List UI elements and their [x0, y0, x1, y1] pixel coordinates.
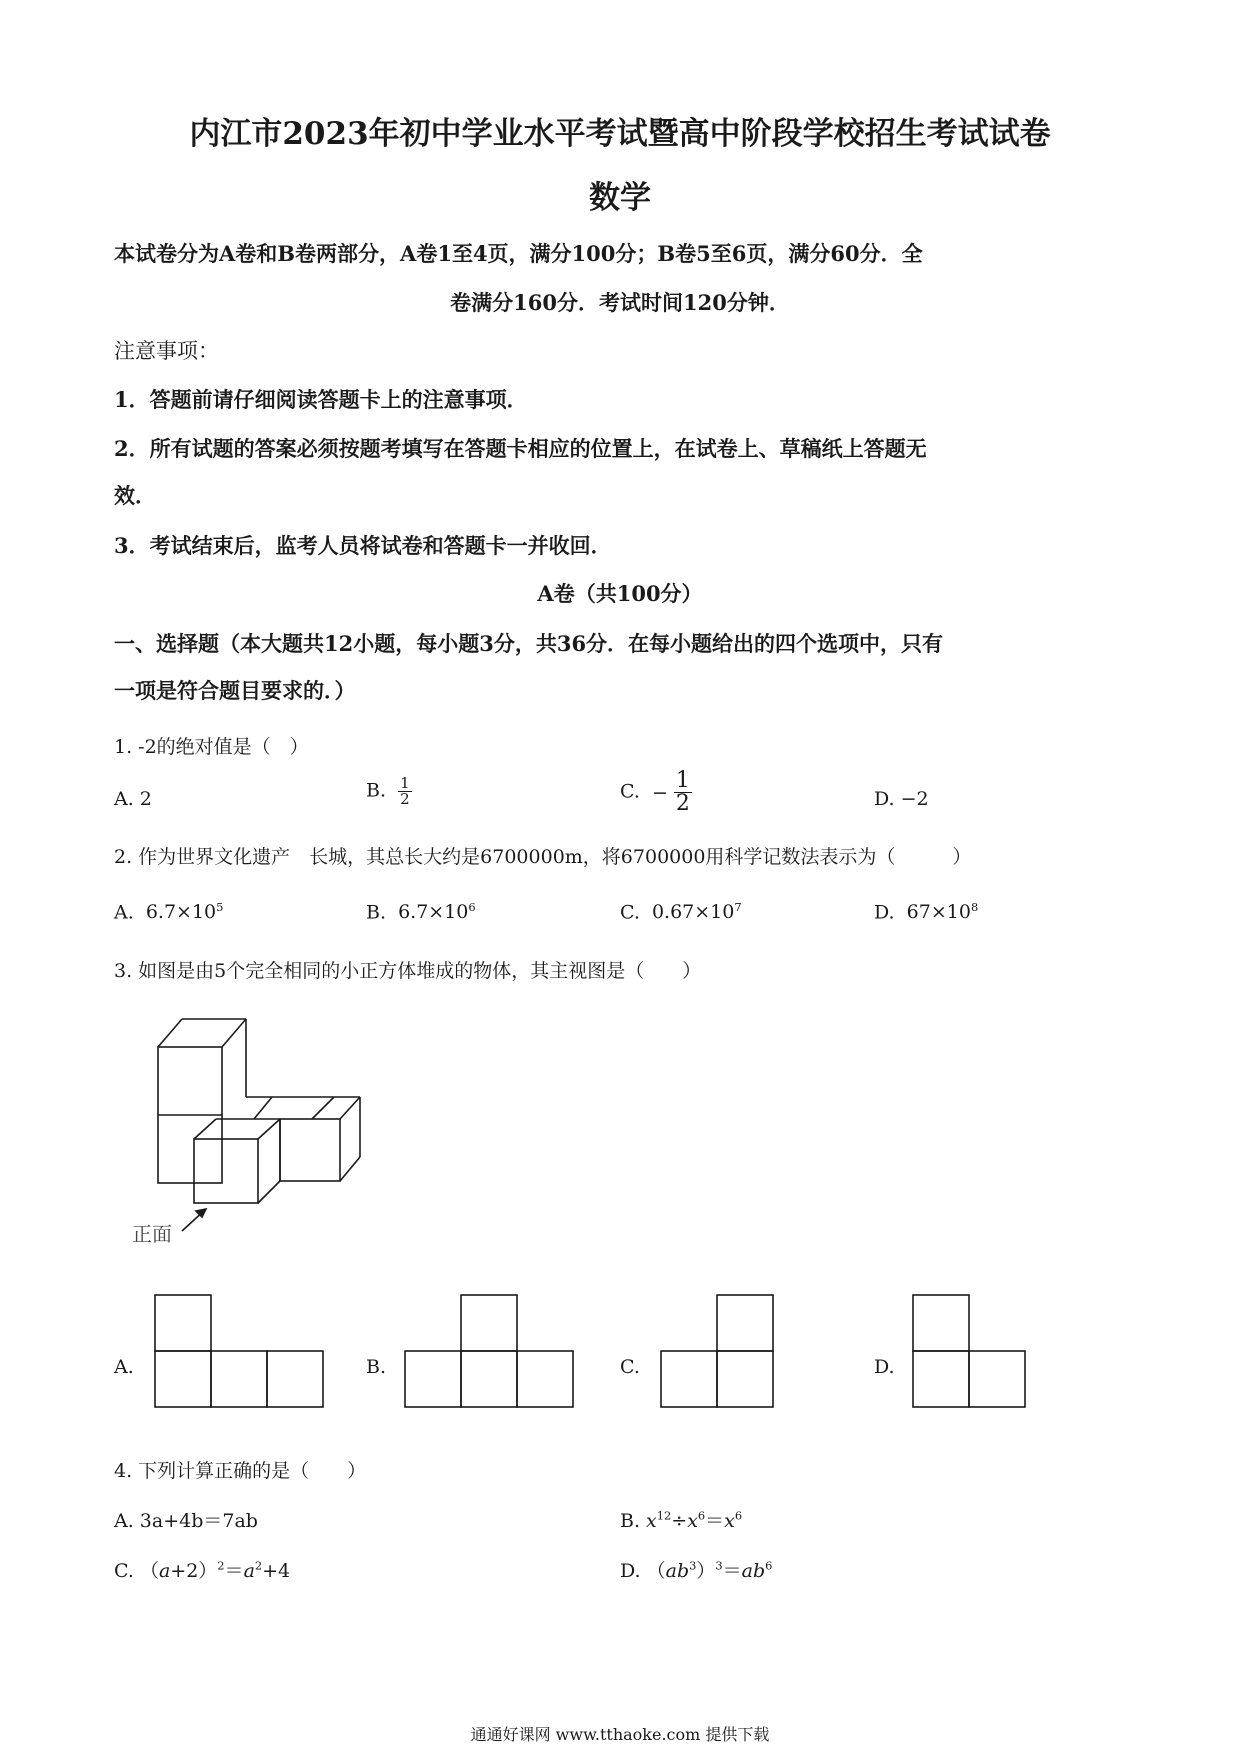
math-exponent: 6: [734, 1508, 743, 1523]
q2-option-c-label: C.: [620, 901, 640, 924]
q4-option-a: A. 3a+4b＝7ab: [114, 1510, 258, 1532]
math-text: ）: [696, 1560, 716, 1582]
math-var: x: [724, 1510, 735, 1532]
notice-heading: 注意事项：: [114, 339, 219, 363]
q2-option-b: [366, 900, 476, 923]
section-a-heading: A卷（共100分）: [537, 581, 703, 606]
q3-option-b-label: B.: [366, 1356, 387, 1378]
math-operator: ＝: [224, 1560, 244, 1582]
math-text: +4: [262, 1560, 291, 1582]
q4-option-d: [620, 1556, 772, 1583]
q1-option-c-fraction: [674, 770, 692, 815]
q2-option-a-label: A.: [114, 901, 134, 924]
q2-option-d-label: D.: [874, 901, 895, 924]
notice-item-2-cont: 效．: [114, 483, 156, 508]
q3-option-d-label: D.: [874, 1356, 895, 1378]
math-operator: ＝: [722, 1560, 742, 1582]
q1-stem: 1. -2的绝对值是（ ）: [114, 736, 309, 758]
math-exponent: 6: [697, 1508, 706, 1523]
q2-option-b-label: B.: [366, 901, 387, 924]
notice-item-1: 1．答题前请仔细阅读答题卡上的注意事项．: [114, 387, 528, 412]
q4-option-b: [620, 1506, 742, 1533]
q3-option-d-figure: [912, 1294, 1028, 1410]
q2-option-c-base: 0.67×10: [651, 901, 735, 924]
q2-option-a-base: 6.7×10: [145, 901, 217, 924]
math-var: x: [646, 1510, 657, 1532]
q3-option-c-figure: [660, 1294, 776, 1410]
math-text: +2）: [170, 1560, 218, 1582]
q2-stem: 2. 作为世界文化遗产 长城，其总长大约是6700000m，将6700000用科学记数法表示为（ ）: [114, 846, 972, 868]
q3-front-label: 正面: [132, 1222, 172, 1246]
exam-subject: 数学: [589, 180, 651, 216]
q3-stem: 3. 如图是由5个完全相同的小正方体堆成的物体，其主视图是（ ）: [114, 960, 702, 982]
q4-option-b-label: B.: [620, 1510, 647, 1532]
math-exponent: 2: [217, 1558, 225, 1573]
fraction-numerator: 1: [675, 768, 690, 793]
math-var: ab: [741, 1560, 766, 1582]
q3-option-a-figure: [154, 1294, 326, 1410]
q2-option-d: [874, 900, 978, 923]
fraction-denominator: 2: [675, 791, 690, 816]
fraction-numerator: 1: [400, 774, 410, 792]
q1-option-c-label: C.: [620, 780, 640, 803]
notice-item-3: 3．考试结束后，监考人员将试卷和答题卡一并收回．: [114, 533, 612, 558]
part1-instructions: 一、选择题（本大题共12小题，每小题3分，共36分．在每小题给出的四个选项中，只有: [114, 631, 944, 656]
page-footer: 通通好课网 www.tthaoke.com 提供下载: [470, 1725, 770, 1744]
q1-option-c: [620, 770, 692, 815]
q2-option-b-exponent: 6: [468, 900, 476, 914]
q1-option-a: A. 2: [114, 788, 152, 810]
q1-option-b-label: B.: [366, 779, 387, 802]
math-exponent: 12: [656, 1508, 672, 1523]
fraction-denominator: 2: [400, 790, 410, 808]
q2-option-a: [114, 900, 223, 923]
math-var: ab: [665, 1560, 690, 1582]
q2-option-c-exponent: 7: [734, 900, 742, 914]
intro-line-2: 卷满分160分．考试时间120分钟．: [450, 290, 790, 315]
math-var: x: [687, 1510, 698, 1532]
q3-option-b-figure: [404, 1294, 576, 1410]
q3-option-c-label: C.: [620, 1356, 640, 1378]
part1-instructions-cont: 一项是符合题目要求的．）: [114, 678, 356, 703]
q4-option-c: [114, 1556, 290, 1583]
notice-item-2: 2．所有试题的答案必须按题考填写在答题卡相应的位置上，在试卷上、草稿纸上答题无: [114, 436, 927, 461]
intro-line-1: 本试卷分为A卷和B卷两部分，A卷1至4页，满分100分；B卷5至6页，满分60分．全: [114, 241, 923, 266]
q2-option-d-exponent: 8: [970, 900, 979, 914]
math-exponent: 6: [765, 1558, 773, 1573]
math-var: a: [158, 1560, 171, 1582]
q3-option-a-label: A.: [114, 1356, 134, 1378]
q4-option-c-label: C. （: [114, 1560, 159, 1582]
q1-option-b-fraction: [398, 776, 412, 807]
math-operator: ＝: [705, 1510, 725, 1532]
q4-option-d-label: D. （: [620, 1560, 666, 1582]
q2-option-b-base: 6.7×10: [398, 901, 469, 924]
exam-title: 内江市2023年初中学业水平考试暨高中阶段学校招生考试试卷: [189, 116, 1051, 152]
math-exponent: 2: [254, 1558, 263, 1573]
q1-option-d: D. −2: [874, 788, 929, 810]
q1-option-b: [366, 776, 412, 807]
q2-option-d-base: 67×10: [906, 901, 971, 924]
math-operator: ÷: [671, 1510, 688, 1532]
q2-option-a-exponent: 5: [216, 900, 224, 914]
q1-option-c-sign: −: [651, 781, 668, 804]
q4-stem: 4. 下列计算正确的是（ ）: [114, 1460, 367, 1482]
q2-option-c: [620, 900, 742, 923]
math-exponent: 3: [689, 1558, 697, 1573]
math-var: a: [243, 1560, 255, 1582]
math-exponent: 3: [715, 1558, 723, 1573]
